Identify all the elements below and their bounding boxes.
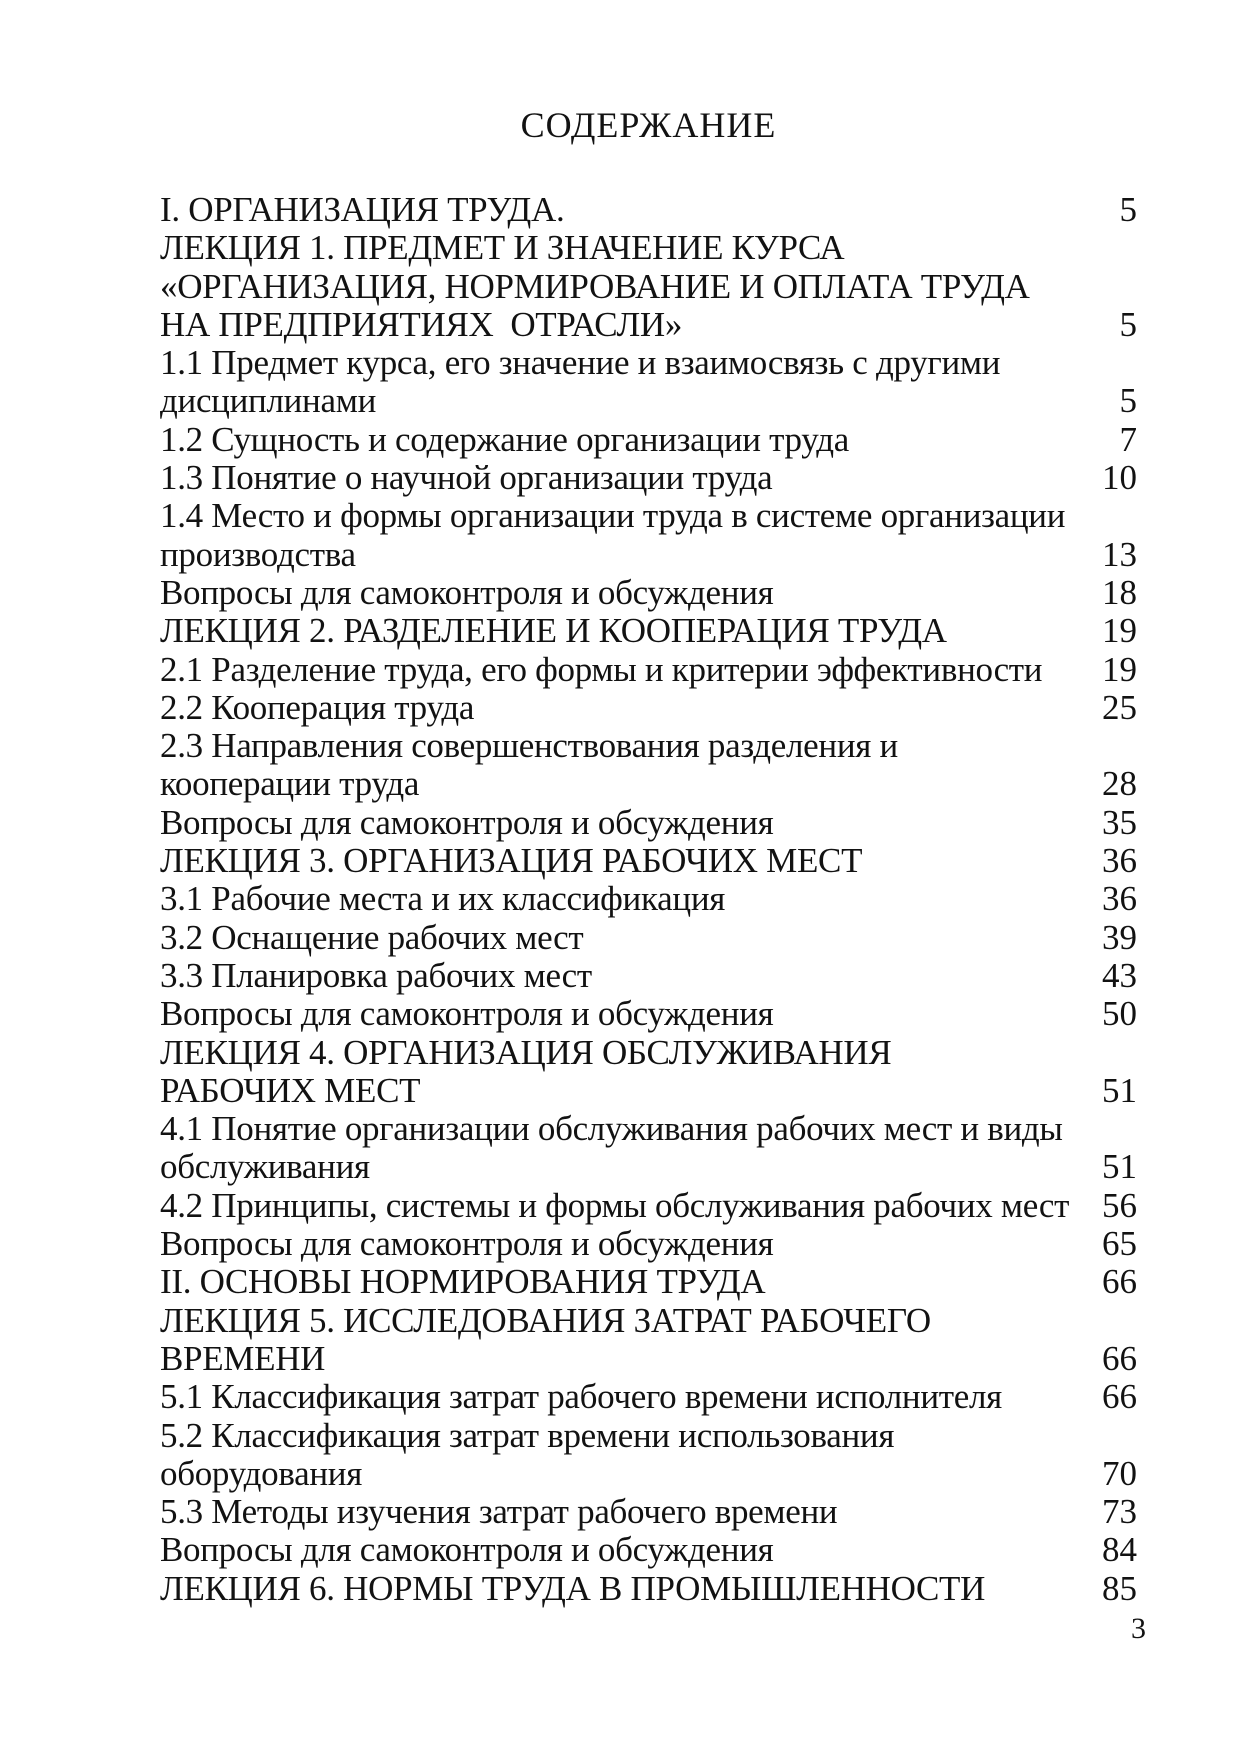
toc-entry-text: 5.3 Методы изучения затрат рабочего времени [160, 1492, 838, 1532]
toc-entry-page-number: 51 [1102, 1147, 1137, 1187]
toc-row [160, 1493, 1137, 1531]
toc-entry-page-number: 10 [1102, 458, 1137, 498]
toc-row [160, 1072, 1137, 1110]
toc-entry-page-number: 84 [1102, 1530, 1137, 1570]
page-content [160, 106, 1137, 1608]
toc-entry-text: ЛЕКЦИЯ 6. НОРМЫ ТРУДА В ПРОМЫШЛЕННОСТИ [160, 1568, 986, 1608]
toc-entry-page-number: 7 [1119, 419, 1137, 459]
toc-entry-text: 4.2 Принципы, системы и формы обслуживания рабочих мест [160, 1185, 1070, 1225]
toc-row [160, 306, 1137, 344]
toc-row [160, 1187, 1137, 1225]
toc-entry-text: обслуживания [160, 1147, 370, 1187]
toc-entry-text: ЛЕКЦИЯ 3. ОРГАНИЗАЦИЯ РАБОЧИХ МЕСТ [160, 841, 863, 881]
toc-entry-page-number: 66 [1102, 1338, 1137, 1378]
toc-row [160, 689, 1137, 727]
toc-row [160, 995, 1137, 1033]
toc-entry-text: 1.2 Сущность и содержание организации труда [160, 419, 850, 459]
toc-entry-text: производства [160, 534, 356, 574]
toc-entry-page-number: 5 [1119, 190, 1137, 229]
toc-row [160, 1302, 1137, 1340]
toc-row [160, 1225, 1137, 1263]
toc-entry-page-number: 65 [1102, 1224, 1137, 1264]
toc-entry-text: Вопросы для самоконтроля и обсуждения [160, 1224, 774, 1264]
toc-entry-text: ЛЕКЦИЯ 1. ПРЕДМЕТ И ЗНАЧЕНИЕ КУРСА [160, 228, 845, 268]
toc-entry-page-number: 35 [1102, 802, 1137, 842]
toc-row [160, 727, 1137, 765]
toc-row [160, 1263, 1137, 1301]
toc-row [160, 919, 1137, 957]
toc-row [160, 229, 1137, 267]
toc-row [160, 497, 1137, 535]
toc-entry-page-number: 36 [1102, 879, 1137, 919]
toc-row [160, 1455, 1137, 1493]
toc-entry-text: 5.1 Классификация затрат рабочего времени исполнителя [160, 1377, 1002, 1417]
toc-entry-page-number: 66 [1102, 1377, 1137, 1417]
toc-row [160, 574, 1137, 612]
toc-row [160, 1417, 1137, 1455]
toc-row [160, 804, 1137, 842]
toc-entry-text: 2.1 Разделение труда, его формы и критерии эффективности [160, 649, 1043, 689]
toc-row [160, 382, 1137, 420]
toc-entry-text: Вопросы для самоконтроля и обсуждения [160, 994, 774, 1034]
toc-entry-text: 4.1 Понятие организации обслуживания рабочих мест и виды [160, 1109, 1063, 1149]
toc-row [160, 957, 1137, 995]
toc-entry-page-number: 13 [1102, 534, 1137, 574]
toc-row [160, 1570, 1137, 1608]
toc-entry-text: ЛЕКЦИЯ 2. РАЗДЕЛЕНИЕ И КООПЕРАЦИЯ ТРУДА [160, 611, 947, 651]
toc-entry-text: «ОРГАНИЗАЦИЯ, НОРМИРОВАНИЕ И ОПЛАТА ТРУДА [160, 266, 1030, 306]
toc-entry-page-number: 85 [1102, 1568, 1137, 1608]
toc-entry-text: ВРЕМЕНИ [160, 1338, 326, 1378]
toc-entry-page-number: 73 [1102, 1492, 1137, 1532]
toc-entry-page-number: 50 [1102, 994, 1137, 1034]
toc-entry-text: 1.3 Понятие о научной организации труда [160, 458, 773, 498]
toc-row [160, 191, 1137, 229]
toc-row [160, 1110, 1137, 1148]
toc-entry-text: НА ПРЕДПРИЯТИЯХ ОТРАСЛИ» [160, 304, 683, 344]
toc-entry-text: 2.2 Кооперация труда [160, 687, 475, 727]
toc-row [160, 612, 1137, 650]
toc-entry-page-number: 5 [1119, 304, 1137, 344]
toc-entry-page-number: 5 [1119, 381, 1137, 421]
toc-entry-text: Вопросы для самоконтроля и обсуждения [160, 1530, 774, 1570]
toc-entry-text: 1.1 Предмет курса, его значение и взаимосвязь с другими [160, 343, 1001, 383]
toc-entry-text: Вопросы для самоконтроля и обсуждения [160, 802, 774, 842]
toc-entry-text: 1.4 Место и формы организации труда в системе организации [160, 496, 1066, 536]
toc-entry-page-number: 19 [1102, 649, 1137, 689]
toc-row [160, 344, 1137, 382]
toc-entry-text: 3.2 Оснащение рабочих мест [160, 917, 584, 957]
toc-list [160, 191, 1137, 1608]
toc-entry-page-number: 39 [1102, 917, 1137, 957]
toc-entry-text: 2.3 Направления совершенствования разделения и [160, 726, 898, 766]
toc-entry-text: 3.3 Планировка рабочих мест [160, 955, 592, 995]
toc-entry-page-number: 19 [1102, 611, 1137, 651]
footer-page-number: 3 [1131, 1612, 1146, 1645]
toc-entry-page-number: 70 [1102, 1453, 1137, 1493]
toc-entry-page-number: 36 [1102, 841, 1137, 881]
toc-entry-page-number: 66 [1102, 1262, 1137, 1302]
toc-row [160, 1531, 1137, 1569]
toc-row [160, 459, 1137, 497]
toc-row [160, 421, 1137, 459]
toc-row [160, 1034, 1137, 1072]
toc-entry-text: дисциплинами [160, 381, 377, 421]
toc-entry-text: 3.1 Рабочие места и их классификация [160, 879, 726, 919]
toc-entry-text: ЛЕКЦИЯ 5. ИССЛЕДОВАНИЯ ЗАТРАТ РАБОЧЕГО [160, 1300, 931, 1340]
toc-entry-page-number: 28 [1102, 764, 1137, 804]
toc-entry-page-number: 51 [1102, 1070, 1137, 1110]
toc-entry-text: II. ОСНОВЫ НОРМИРОВАНИЯ ТРУДА [160, 1262, 766, 1302]
toc-entry-page-number: 43 [1102, 955, 1137, 995]
toc-row [160, 536, 1137, 574]
toc-row [160, 765, 1137, 803]
toc-row [160, 1148, 1137, 1186]
toc-row [160, 842, 1137, 880]
toc-entry-page-number: 18 [1102, 572, 1137, 612]
toc-entry-page-number: 56 [1102, 1185, 1137, 1225]
page-title: СОДЕРЖАНИЕ [520, 105, 777, 145]
toc-entry-text: кооперации труда [160, 764, 420, 804]
toc-entry-text: РАБОЧИХ МЕСТ [160, 1070, 421, 1110]
toc-row [160, 651, 1137, 689]
toc-entry-page-number: 25 [1102, 687, 1137, 727]
toc-entry-text: оборудования [160, 1453, 363, 1493]
toc-row [160, 880, 1137, 918]
toc-entry-text: Вопросы для самоконтроля и обсуждения [160, 572, 774, 612]
toc-entry-text: I. ОРГАНИЗАЦИЯ ТРУДА. [160, 190, 565, 229]
toc-row [160, 1340, 1137, 1378]
toc-entry-text: ЛЕКЦИЯ 4. ОРГАНИЗАЦИЯ ОБСЛУЖИВАНИЯ [160, 1032, 892, 1072]
toc-row [160, 1378, 1137, 1416]
toc-row [160, 268, 1137, 306]
toc-entry-text: 5.2 Классификация затрат времени использования [160, 1415, 895, 1455]
